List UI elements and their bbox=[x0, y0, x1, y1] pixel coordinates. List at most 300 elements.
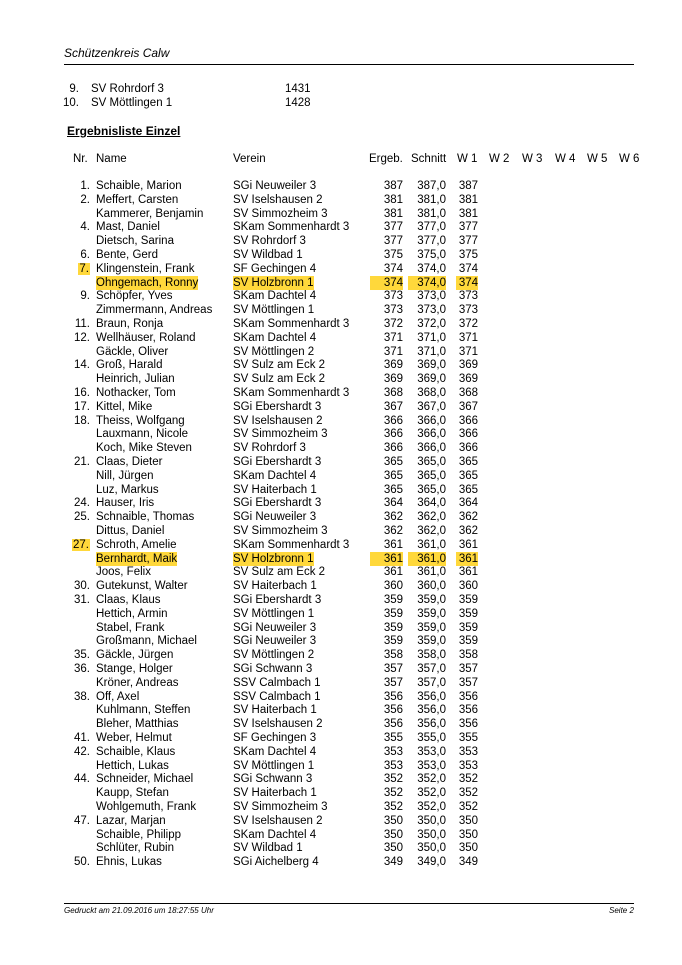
table-row bbox=[0, 207, 682, 221]
cell-name: Klingenstein, Frank bbox=[96, 262, 195, 275]
table-row bbox=[0, 262, 682, 276]
table-row bbox=[0, 496, 682, 510]
cell-club: SV Sulz am Eck 2 bbox=[233, 373, 326, 386]
table-row bbox=[0, 303, 682, 317]
cell-rank: 41. bbox=[74, 732, 90, 744]
cell-w1: 352 bbox=[458, 787, 478, 800]
cell-name: Schaible, Marion bbox=[96, 180, 182, 192]
table-row bbox=[0, 607, 682, 621]
cell-w1: 374 bbox=[458, 262, 478, 275]
cell-average: 357,0 bbox=[417, 663, 446, 675]
rank-highlight: 27. bbox=[73, 538, 89, 551]
cell-name: Gäckle, Jürgen bbox=[96, 649, 174, 662]
col-header-w2: W 2 bbox=[489, 153, 510, 165]
cell-average: 350,0 bbox=[417, 814, 446, 827]
cell-w1: 362 bbox=[458, 511, 478, 524]
cell-average: 359,0 bbox=[417, 607, 446, 620]
table-row bbox=[0, 565, 682, 579]
cell-name: Weber, Helmut bbox=[96, 732, 172, 744]
cell-score: 353 bbox=[383, 759, 403, 772]
cell-w1: 361 bbox=[456, 552, 478, 566]
col-header-ergeb: Ergeb. bbox=[369, 153, 403, 165]
cell-score: 366 bbox=[383, 442, 403, 455]
cell-w1: 357 bbox=[458, 663, 478, 675]
table-row bbox=[0, 386, 682, 400]
cell-w1: 377 bbox=[458, 221, 478, 234]
cell-club: SV Möttlingen 2 bbox=[233, 649, 315, 662]
cell-average: 371,0 bbox=[417, 345, 446, 358]
cell-w1: 369 bbox=[458, 373, 478, 386]
table-row bbox=[0, 483, 682, 497]
cell-score: 374 bbox=[383, 262, 403, 275]
cell-score: 350 bbox=[383, 828, 403, 841]
table-row bbox=[0, 427, 682, 441]
team-score: 1431 bbox=[285, 83, 311, 95]
cell-club: SKam Dachtel 4 bbox=[233, 745, 317, 758]
cell-name: Wellhäuser, Roland bbox=[96, 331, 196, 344]
table-row bbox=[0, 441, 682, 455]
cell-average: 356,0 bbox=[417, 704, 446, 717]
cell-w1: 375 bbox=[458, 249, 478, 261]
table-row bbox=[0, 372, 682, 386]
cell-w1: 374 bbox=[456, 276, 478, 290]
cell-score: 377 bbox=[383, 235, 403, 248]
cell-club: SGi Ebershardt 3 bbox=[233, 456, 322, 468]
cell-rank: 17. bbox=[74, 400, 90, 413]
cell-w1: 358 bbox=[458, 649, 478, 662]
col-header-schnitt: Schnitt bbox=[411, 153, 447, 165]
table-row bbox=[0, 621, 682, 635]
cell-average: 352,0 bbox=[417, 801, 446, 813]
cell-w1: 365 bbox=[458, 469, 478, 482]
cell-w1: 355 bbox=[458, 732, 478, 744]
cell-club: SV Iselshausen 2 bbox=[233, 414, 323, 427]
cell-club: SV Haiterbach 1 bbox=[233, 483, 317, 496]
cell-club: SSV Calmbach 1 bbox=[233, 690, 321, 703]
cell-w1: 366 bbox=[458, 442, 478, 455]
cell-name: Schneider, Michael bbox=[96, 773, 194, 786]
cell-club: SGi Schwann 3 bbox=[233, 773, 313, 786]
cell-average: 365,0 bbox=[417, 456, 446, 468]
cell-name: Nothacker, Tom bbox=[96, 387, 176, 399]
cell-rank: 18. bbox=[74, 414, 90, 427]
cell-club: SV Möttlingen 2 bbox=[233, 345, 315, 358]
page-header-title: Schützenkreis Calw bbox=[64, 46, 170, 60]
cell-score: 377 bbox=[383, 221, 403, 234]
table-row bbox=[0, 648, 682, 662]
cell-club: SGi Neuweiler 3 bbox=[233, 180, 317, 192]
cell-club: SV Holzbronn 1 bbox=[233, 276, 314, 289]
cell-average: 350,0 bbox=[417, 828, 446, 841]
table-row bbox=[0, 814, 682, 828]
col-header-name: Name bbox=[96, 153, 127, 165]
cell-score: 356 bbox=[383, 704, 403, 717]
cell-score: 371 bbox=[383, 331, 403, 344]
cell-name: Theiss, Wolfgang bbox=[96, 414, 185, 427]
cell-name: Kröner, Andreas bbox=[96, 676, 179, 689]
cell-club: SV Möttlingen 1 bbox=[233, 759, 315, 772]
cell-w1: 356 bbox=[458, 718, 478, 731]
cell-w1: 361 bbox=[458, 538, 478, 551]
cell-club: SV Haiterbach 1 bbox=[233, 580, 317, 593]
cell-w1: 387 bbox=[458, 180, 478, 192]
cell-club: SKam Sommenhardt 3 bbox=[233, 538, 350, 551]
team-club: SV Möttlingen 1 bbox=[91, 97, 173, 109]
cell-club: SV Haiterbach 1 bbox=[233, 787, 317, 800]
cell-name: Dietsch, Sarina bbox=[96, 235, 174, 248]
table-row bbox=[0, 276, 682, 290]
cell-score: 361 bbox=[383, 538, 403, 551]
cell-average: 353,0 bbox=[417, 759, 446, 772]
table-row bbox=[0, 662, 682, 676]
cell-rank: 30. bbox=[74, 580, 90, 593]
col-header-w5: W 5 bbox=[587, 153, 608, 165]
footer-divider bbox=[64, 903, 634, 904]
cell-name: Kaupp, Stefan bbox=[96, 787, 169, 800]
table-row bbox=[0, 510, 682, 524]
cell-name: Kuhlmann, Steffen bbox=[96, 704, 191, 717]
cell-name: Bernhardt, Maik bbox=[96, 552, 178, 565]
table-row bbox=[0, 759, 682, 773]
cell-rank: 24. bbox=[74, 497, 90, 510]
cell-club: SKam Dachtel 4 bbox=[233, 331, 317, 344]
cell-average: 381,0 bbox=[417, 207, 446, 220]
cell-rank: 38. bbox=[74, 690, 90, 703]
cell-w1: 367 bbox=[458, 400, 478, 413]
cell-score: 371 bbox=[383, 345, 403, 358]
cell-score: 361 bbox=[370, 552, 403, 566]
cell-club: SF Gechingen 3 bbox=[233, 732, 317, 744]
cell-club: SV Simmozheim 3 bbox=[233, 207, 328, 220]
cell-score: 375 bbox=[383, 249, 403, 261]
cell-score: 387 bbox=[383, 180, 403, 192]
cell-score: 364 bbox=[383, 497, 403, 510]
cell-rank: 44. bbox=[74, 773, 90, 786]
cell-score: 359 bbox=[383, 621, 403, 634]
cell-score: 359 bbox=[383, 607, 403, 620]
cell-name: Off, Axel bbox=[96, 690, 140, 703]
cell-average: 362,0 bbox=[417, 525, 446, 537]
cell-w1: 357 bbox=[458, 676, 478, 689]
cell-w1: 381 bbox=[458, 207, 478, 220]
cell-average: 355,0 bbox=[417, 732, 446, 744]
cell-club: SKam Dachtel 4 bbox=[233, 469, 317, 482]
cell-rank: 47. bbox=[74, 814, 90, 827]
cell-name: Ehnis, Lukas bbox=[96, 856, 162, 869]
cell-rank: 1. bbox=[80, 180, 90, 192]
cell-average: 359,0 bbox=[417, 621, 446, 634]
cell-club: SV Möttlingen 1 bbox=[233, 607, 315, 620]
table-row bbox=[0, 690, 682, 704]
cell-w1: 353 bbox=[458, 759, 478, 772]
table-row bbox=[0, 345, 682, 359]
table-row bbox=[0, 469, 682, 483]
cell-club: SKam Dachtel 4 bbox=[233, 828, 317, 841]
cell-club: SV Iselshausen 2 bbox=[233, 193, 323, 206]
cell-club: SGi Schwann 3 bbox=[233, 663, 313, 675]
table-row bbox=[0, 524, 682, 538]
cell-w1: 366 bbox=[458, 414, 478, 427]
cell-score: 352 bbox=[383, 801, 403, 813]
cell-club: SGi Aichelberg 4 bbox=[233, 856, 319, 869]
cell-score: 373 bbox=[383, 304, 403, 317]
cell-score: 361 bbox=[383, 566, 403, 579]
cell-rank: 16. bbox=[74, 387, 90, 399]
team-rank: 10. bbox=[63, 97, 79, 109]
header-divider bbox=[64, 64, 634, 65]
cell-name: Schaible, Philipp bbox=[96, 828, 182, 841]
cell-average: 361,0 bbox=[417, 566, 446, 579]
cell-average: 352,0 bbox=[417, 773, 446, 786]
cell-club: SV Sulz am Eck 2 bbox=[233, 566, 326, 579]
cell-w1: 381 bbox=[458, 193, 478, 206]
cell-club: SV Sulz am Eck 2 bbox=[233, 359, 326, 372]
cell-average: 361,0 bbox=[408, 552, 446, 566]
table-row bbox=[0, 317, 682, 331]
cell-club: SV Simmozheim 3 bbox=[233, 801, 328, 813]
cell-rank bbox=[60, 262, 90, 276]
cell-w1: 368 bbox=[458, 387, 478, 399]
cell-rank: 11. bbox=[74, 318, 90, 330]
cell-score: 365 bbox=[383, 456, 403, 468]
cell-w1: 373 bbox=[458, 290, 478, 303]
cell-score: 349 bbox=[383, 856, 403, 869]
table-row bbox=[0, 358, 682, 372]
cell-club: SGi Ebershardt 3 bbox=[233, 594, 322, 606]
cell-average: 373,0 bbox=[417, 304, 446, 317]
table-row bbox=[0, 786, 682, 800]
cell-club: SV Simmozheim 3 bbox=[233, 525, 328, 537]
cell-club: SGi Neuweiler 3 bbox=[233, 511, 317, 524]
cell-average: 358,0 bbox=[417, 649, 446, 662]
cell-score: 362 bbox=[383, 525, 403, 537]
cell-name: Kittel, Mike bbox=[96, 400, 153, 413]
cell-w1: 372 bbox=[458, 318, 478, 330]
footer-page-number: Seite 2 bbox=[609, 906, 634, 915]
cell-w1: 359 bbox=[458, 621, 478, 634]
cell-score: 357 bbox=[383, 676, 403, 689]
cell-club: SV Wildbad 1 bbox=[233, 842, 303, 855]
cell-score: 366 bbox=[383, 428, 403, 441]
cell-club: SV Wildbad 1 bbox=[233, 249, 303, 261]
cell-average: 352,0 bbox=[417, 787, 446, 800]
cell-name: Dittus, Daniel bbox=[96, 525, 165, 537]
cell-score: 358 bbox=[383, 649, 403, 662]
table-row bbox=[0, 593, 682, 607]
cell-score: 381 bbox=[383, 207, 403, 220]
cell-score: 359 bbox=[383, 635, 403, 648]
cell-rank: 36. bbox=[74, 663, 90, 675]
cell-rank: 50. bbox=[74, 856, 90, 869]
cell-w1: 365 bbox=[458, 456, 478, 468]
cell-score: 372 bbox=[383, 318, 403, 330]
cell-name: Ohngemach, Ronny bbox=[96, 276, 199, 289]
cell-w1: 352 bbox=[458, 773, 478, 786]
cell-score: 353 bbox=[383, 745, 403, 758]
col-header-w4: W 4 bbox=[555, 153, 576, 165]
cell-club: SKam Dachtel 4 bbox=[233, 290, 317, 303]
cell-name: Claas, Dieter bbox=[96, 456, 163, 468]
table-row bbox=[0, 745, 682, 759]
cell-average: 372,0 bbox=[417, 318, 446, 330]
cell-w1: 350 bbox=[458, 814, 478, 827]
cell-name: Luz, Markus bbox=[96, 483, 159, 496]
cell-w1: 359 bbox=[458, 594, 478, 606]
table-row bbox=[0, 828, 682, 842]
table-row bbox=[0, 676, 682, 690]
cell-w1: 371 bbox=[458, 345, 478, 358]
table-row bbox=[0, 841, 682, 855]
cell-score: 365 bbox=[383, 469, 403, 482]
cell-name: Mast, Daniel bbox=[96, 221, 160, 234]
cell-score: 357 bbox=[383, 663, 403, 675]
cell-average: 359,0 bbox=[417, 594, 446, 606]
section-title: Ergebnisliste Einzel bbox=[67, 124, 181, 138]
cell-average: 360,0 bbox=[417, 580, 446, 593]
cell-name: Kammerer, Benjamin bbox=[96, 207, 204, 220]
cell-club: SV Iselshausen 2 bbox=[233, 814, 323, 827]
cell-average: 369,0 bbox=[417, 359, 446, 372]
cell-average: 375,0 bbox=[417, 249, 446, 261]
cell-average: 362,0 bbox=[417, 511, 446, 524]
cell-w1: 366 bbox=[458, 428, 478, 441]
cell-name: Meffert, Carsten bbox=[96, 193, 179, 206]
cell-score: 352 bbox=[383, 773, 403, 786]
col-header-w6: W 6 bbox=[619, 153, 640, 165]
cell-score: 365 bbox=[383, 483, 403, 496]
cell-w1: 356 bbox=[458, 704, 478, 717]
cell-w1: 364 bbox=[458, 497, 478, 510]
cell-club: SGi Ebershardt 3 bbox=[233, 497, 322, 510]
cell-name: Hauser, Iris bbox=[96, 497, 155, 510]
cell-club: SGi Ebershardt 3 bbox=[233, 400, 322, 413]
cell-average: 357,0 bbox=[417, 676, 446, 689]
cell-club: SKam Sommenhardt 3 bbox=[233, 221, 350, 234]
cell-club: SF Gechingen 4 bbox=[233, 262, 317, 275]
cell-average: 374,0 bbox=[408, 276, 446, 290]
cell-name: Nill, Jürgen bbox=[96, 469, 154, 482]
table-row bbox=[0, 179, 682, 193]
cell-name: Braun, Ronja bbox=[96, 318, 164, 330]
cell-average: 365,0 bbox=[417, 469, 446, 482]
cell-average: 356,0 bbox=[417, 690, 446, 703]
cell-w1: 360 bbox=[458, 580, 478, 593]
cell-average: 361,0 bbox=[417, 538, 446, 551]
table-row bbox=[0, 634, 682, 648]
cell-score: 359 bbox=[383, 594, 403, 606]
cell-club: SV Holzbronn 1 bbox=[233, 552, 314, 565]
cell-rank: 12. bbox=[74, 331, 90, 344]
col-header-verein: Verein bbox=[233, 153, 266, 165]
cell-name: Koch, Mike Steven bbox=[96, 442, 192, 455]
cell-w1: 373 bbox=[458, 304, 478, 317]
cell-rank: 21. bbox=[74, 456, 90, 468]
table-row bbox=[0, 400, 682, 414]
cell-w1: 349 bbox=[458, 856, 478, 869]
cell-name: Hettich, Lukas bbox=[96, 759, 169, 772]
table-row bbox=[0, 220, 682, 234]
cell-w1: 350 bbox=[458, 828, 478, 841]
cell-score: 360 bbox=[383, 580, 403, 593]
cell-w1: 365 bbox=[458, 483, 478, 496]
cell-w1: 377 bbox=[458, 235, 478, 248]
col-header-nr: Nr. bbox=[73, 153, 88, 165]
cell-average: 368,0 bbox=[417, 387, 446, 399]
cell-average: 366,0 bbox=[417, 442, 446, 455]
cell-name: Groß, Harald bbox=[96, 359, 163, 372]
cell-name: Hettich, Armin bbox=[96, 607, 168, 620]
cell-average: 356,0 bbox=[417, 718, 446, 731]
cell-rank: 31. bbox=[74, 594, 90, 606]
cell-average: 374,0 bbox=[417, 262, 446, 275]
cell-name: Großmann, Michael bbox=[96, 635, 197, 648]
cell-name: Lauxmann, Nicole bbox=[96, 428, 189, 441]
table-row bbox=[0, 538, 682, 552]
cell-average: 364,0 bbox=[417, 497, 446, 510]
table-row bbox=[0, 193, 682, 207]
cell-score: 374 bbox=[370, 276, 403, 290]
cell-average: 373,0 bbox=[417, 290, 446, 303]
cell-score: 369 bbox=[383, 373, 403, 386]
cell-w1: 352 bbox=[458, 801, 478, 813]
cell-club: SV Rohrdorf 3 bbox=[233, 442, 306, 455]
cell-club: SGi Neuweiler 3 bbox=[233, 621, 317, 634]
cell-score: 367 bbox=[383, 400, 403, 413]
cell-w1: 359 bbox=[458, 635, 478, 648]
cell-w1: 369 bbox=[458, 359, 478, 372]
table-row bbox=[0, 248, 682, 262]
table-row bbox=[0, 331, 682, 345]
table-row bbox=[0, 717, 682, 731]
team-rank: 9. bbox=[69, 83, 79, 95]
col-header-w3: W 3 bbox=[522, 153, 543, 165]
cell-name: Schlüter, Rubin bbox=[96, 842, 174, 855]
cell-average: 359,0 bbox=[417, 635, 446, 648]
cell-name: Bleher, Matthias bbox=[96, 718, 179, 731]
table-row bbox=[0, 455, 682, 469]
cell-score: 355 bbox=[383, 732, 403, 744]
cell-average: 350,0 bbox=[417, 842, 446, 855]
cell-name: Stabel, Frank bbox=[96, 621, 165, 634]
cell-name: Wohlgemuth, Frank bbox=[96, 801, 197, 813]
cell-rank bbox=[60, 538, 90, 552]
cell-name: Lazar, Marjan bbox=[96, 814, 166, 827]
rank-highlight: 7. bbox=[79, 262, 89, 275]
cell-name: Bente, Gerd bbox=[96, 249, 159, 261]
cell-score: 369 bbox=[383, 359, 403, 372]
cell-w1: 361 bbox=[458, 566, 478, 579]
cell-w1: 356 bbox=[458, 690, 478, 703]
cell-name: Zimmermann, Andreas bbox=[96, 304, 213, 317]
cell-score: 356 bbox=[383, 718, 403, 731]
cell-w1: 359 bbox=[458, 607, 478, 620]
cell-club: SKam Sommenhardt 3 bbox=[233, 387, 350, 399]
cell-score: 356 bbox=[383, 690, 403, 703]
cell-score: 381 bbox=[383, 193, 403, 206]
cell-rank: 4. bbox=[80, 221, 90, 234]
cell-rank: 42. bbox=[74, 745, 90, 758]
team-score: 1428 bbox=[285, 97, 311, 109]
cell-average: 377,0 bbox=[417, 235, 446, 248]
cell-average: 371,0 bbox=[417, 331, 446, 344]
cell-rank: 14. bbox=[74, 359, 90, 372]
cell-name: Claas, Klaus bbox=[96, 594, 161, 606]
cell-w1: 353 bbox=[458, 745, 478, 758]
cell-average: 369,0 bbox=[417, 373, 446, 386]
cell-club: SV Simmozheim 3 bbox=[233, 428, 328, 441]
table-row bbox=[0, 772, 682, 786]
cell-club: SGi Neuweiler 3 bbox=[233, 635, 317, 648]
